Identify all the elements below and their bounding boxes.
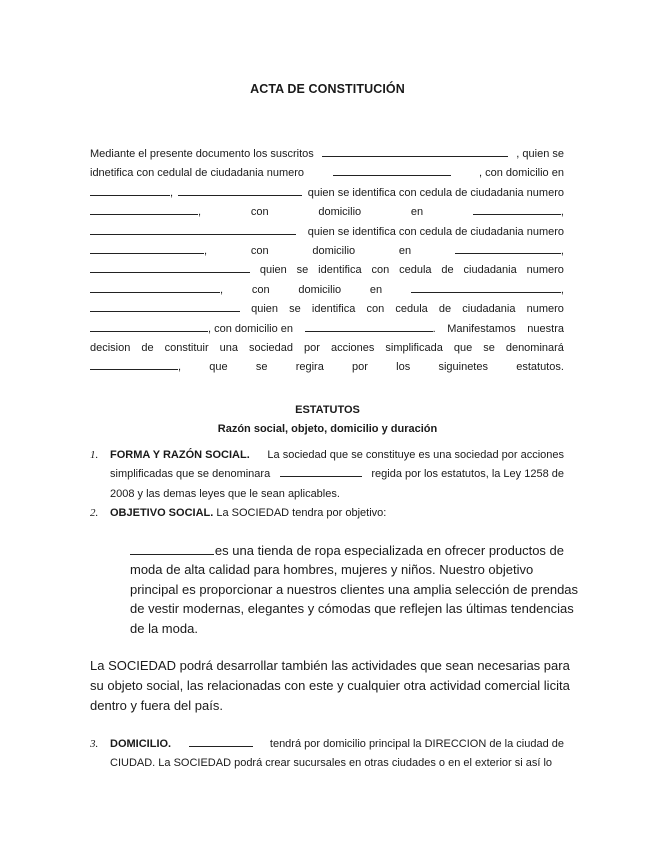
intro-text: regira xyxy=(295,361,324,374)
intro-text: una xyxy=(219,341,238,354)
intro-text: los xyxy=(396,361,411,374)
intro-text: quien se identifica con cedula de ciudadania numero xyxy=(307,225,564,238)
intro-text: nuestra xyxy=(527,322,564,335)
document-title: ACTA DE CONSTITUCIÓN xyxy=(250,82,405,96)
article-forma-razon-social xyxy=(90,446,564,504)
intro-line xyxy=(90,281,564,300)
paragraph-text: su objeto social, las relacionadas con este y cualquier otra actividad comercial licita xyxy=(90,678,570,693)
blank-field xyxy=(90,358,178,370)
article-heading: FORMA Y RAZÓN SOCIAL. xyxy=(110,449,250,461)
article-objetivo-social xyxy=(90,504,564,523)
intro-text: domicilio xyxy=(298,283,342,296)
intro-text: con xyxy=(250,244,269,257)
blank-field xyxy=(189,735,253,747)
intro-paragraph xyxy=(90,145,564,378)
intro-text: numero xyxy=(526,303,564,316)
intro-text: , xyxy=(560,244,564,257)
intro-line xyxy=(90,358,564,377)
paragraph-line xyxy=(90,676,570,696)
objective-text: de la moda. xyxy=(130,620,198,636)
intro-text: Mediante el presente documento los suscritos xyxy=(90,148,314,160)
intro-line xyxy=(90,261,564,280)
blank-field xyxy=(90,203,198,215)
blank-field xyxy=(333,164,451,176)
intro-line xyxy=(90,339,564,358)
objective-line xyxy=(130,541,564,560)
intro-text: que xyxy=(209,361,228,374)
intro-text: por xyxy=(304,341,320,354)
article-text: regida por los estatutos, la Ley 1258 de xyxy=(371,468,564,481)
article-text: CIUDAD. La SOCIEDAD podrá crear sucursales en otras ciudades o en el exterior si así lo xyxy=(110,757,553,770)
intro-line xyxy=(90,203,564,222)
blank-field xyxy=(130,541,214,555)
intro-text: cedula xyxy=(395,303,428,316)
intro-text: siguinetes xyxy=(438,361,488,374)
intro-line xyxy=(90,242,564,261)
intro-line xyxy=(90,223,564,242)
article-number: 2. xyxy=(90,507,99,519)
intro-text: idnetifica con cedulal de ciudadania numero xyxy=(90,167,305,180)
blank-field xyxy=(90,261,250,273)
intro-text: , xyxy=(178,361,182,374)
intro-text: de xyxy=(438,303,452,316)
article-text: La sociedad que se constituye es una sociedad por acciones xyxy=(267,449,564,461)
intro-text: , xyxy=(560,206,564,219)
article-number: 3. xyxy=(90,738,99,750)
intro-text: , xyxy=(560,283,564,296)
intro-text: se xyxy=(289,303,301,316)
article-line xyxy=(110,735,564,754)
activities-paragraph xyxy=(90,656,570,716)
objective-line xyxy=(130,599,574,618)
intro-text: se xyxy=(483,341,495,354)
intro-text: . xyxy=(432,322,436,335)
intro-text: , quien se xyxy=(516,148,564,160)
intro-text: con xyxy=(371,264,390,277)
blank-field xyxy=(305,320,433,332)
article-line xyxy=(110,504,564,523)
intro-text: cedula xyxy=(399,264,432,277)
intro-text: , xyxy=(170,186,174,199)
intro-line xyxy=(90,164,564,183)
intro-text: estatutos. xyxy=(516,361,564,374)
article-line xyxy=(110,754,564,773)
intro-text: acciones xyxy=(330,341,375,354)
intro-text: en xyxy=(369,283,383,296)
intro-text: identifica xyxy=(311,303,356,316)
objective-text: principal es proporcionar a nuestros clientes una amplia selección de prendas xyxy=(130,581,579,597)
intro-text: se xyxy=(296,264,309,277)
intro-text: que xyxy=(453,341,473,354)
article-domicilio xyxy=(90,735,564,774)
blank-field xyxy=(90,300,240,312)
blank-field xyxy=(178,184,302,196)
intro-text: denominará xyxy=(505,341,564,354)
objective-text: de vestir modernas, elegantes y cómodas que reflejen las últimas tendencias xyxy=(130,601,574,617)
blank-field xyxy=(90,320,208,332)
paragraph-line xyxy=(90,696,564,716)
intro-line xyxy=(90,300,564,319)
intro-text: quien se identifica con cedula de ciudadania numero xyxy=(307,186,564,199)
paragraph-text: dentro y fuera del país. xyxy=(90,698,223,713)
intro-text: con xyxy=(251,283,270,296)
article-text: simplificadas que se denominara xyxy=(110,468,271,481)
intro-text: simplificada xyxy=(385,341,443,354)
intro-line xyxy=(90,184,564,203)
intro-text: quien xyxy=(259,264,287,277)
paragraph-line xyxy=(90,656,570,676)
objective-line xyxy=(130,560,564,579)
intro-text: con xyxy=(250,206,269,219)
intro-text: , xyxy=(198,206,202,219)
article-line xyxy=(110,465,564,484)
article-text: 2008 y las demas leyes que le sean aplicables. xyxy=(110,487,340,500)
intro-text: se xyxy=(255,361,268,374)
blank-field xyxy=(322,145,508,157)
intro-text: por xyxy=(352,361,368,374)
article-line xyxy=(110,446,564,465)
intro-line xyxy=(90,320,564,339)
blank-field xyxy=(90,184,170,196)
intro-text: , con domicilio en xyxy=(478,167,564,180)
intro-text: de xyxy=(441,264,454,277)
intro-text: domicilio xyxy=(312,244,356,257)
intro-text: constituir xyxy=(164,341,209,354)
article-heading: OBJETIVO SOCIAL. xyxy=(110,507,214,519)
intro-line xyxy=(90,145,564,164)
intro-text: decision xyxy=(90,341,131,354)
intro-text: , con domicilio en xyxy=(208,322,293,335)
estatutos-subheading: Razón social, objeto, domicilio y duración xyxy=(217,423,438,435)
intro-text: sociedad xyxy=(249,341,294,354)
article-line xyxy=(110,485,564,504)
estatutos-heading: ESTATUTOS xyxy=(295,404,360,416)
article-text: La SOCIEDAD tendra por objetivo: xyxy=(216,507,387,519)
blank-field xyxy=(90,281,220,293)
blank-field xyxy=(90,242,204,254)
paragraph-text: La SOCIEDAD podrá desarrollar también las actividades que sean necesarias para xyxy=(90,658,570,673)
intro-text: Manifestamos xyxy=(447,322,516,335)
intro-text: identifica xyxy=(318,264,362,277)
intro-text: ciudadania xyxy=(462,303,516,316)
objective-line xyxy=(130,580,579,599)
objective-text: moda de alta calidad para hombres, mujeres y niños. Nuestro objetivo xyxy=(130,562,534,578)
objective-description xyxy=(130,541,579,638)
intro-text: de xyxy=(141,341,154,354)
intro-text: numero xyxy=(526,264,564,277)
intro-text: en xyxy=(398,244,412,257)
blank-field xyxy=(90,223,296,235)
intro-text: con xyxy=(366,303,385,316)
intro-text: en xyxy=(410,206,424,219)
intro-text: quien xyxy=(251,303,279,316)
article-number: 1. xyxy=(90,449,99,461)
article-heading: DOMICILIO. xyxy=(110,738,172,750)
intro-text: , xyxy=(204,244,208,257)
blank-field xyxy=(411,281,561,293)
intro-text: domicilio xyxy=(318,206,362,219)
blank-field xyxy=(473,203,561,215)
intro-text: , xyxy=(220,283,224,296)
objective-text: es una tienda de ropa especializada en ofrecer productos de xyxy=(214,543,564,558)
objective-line xyxy=(130,619,564,638)
blank-field xyxy=(280,465,362,477)
intro-text: ciudadania xyxy=(463,264,517,277)
blank-field xyxy=(455,242,561,254)
article-text: tendrá por domicilio principal la DIRECCION de la ciudad de xyxy=(269,738,564,750)
